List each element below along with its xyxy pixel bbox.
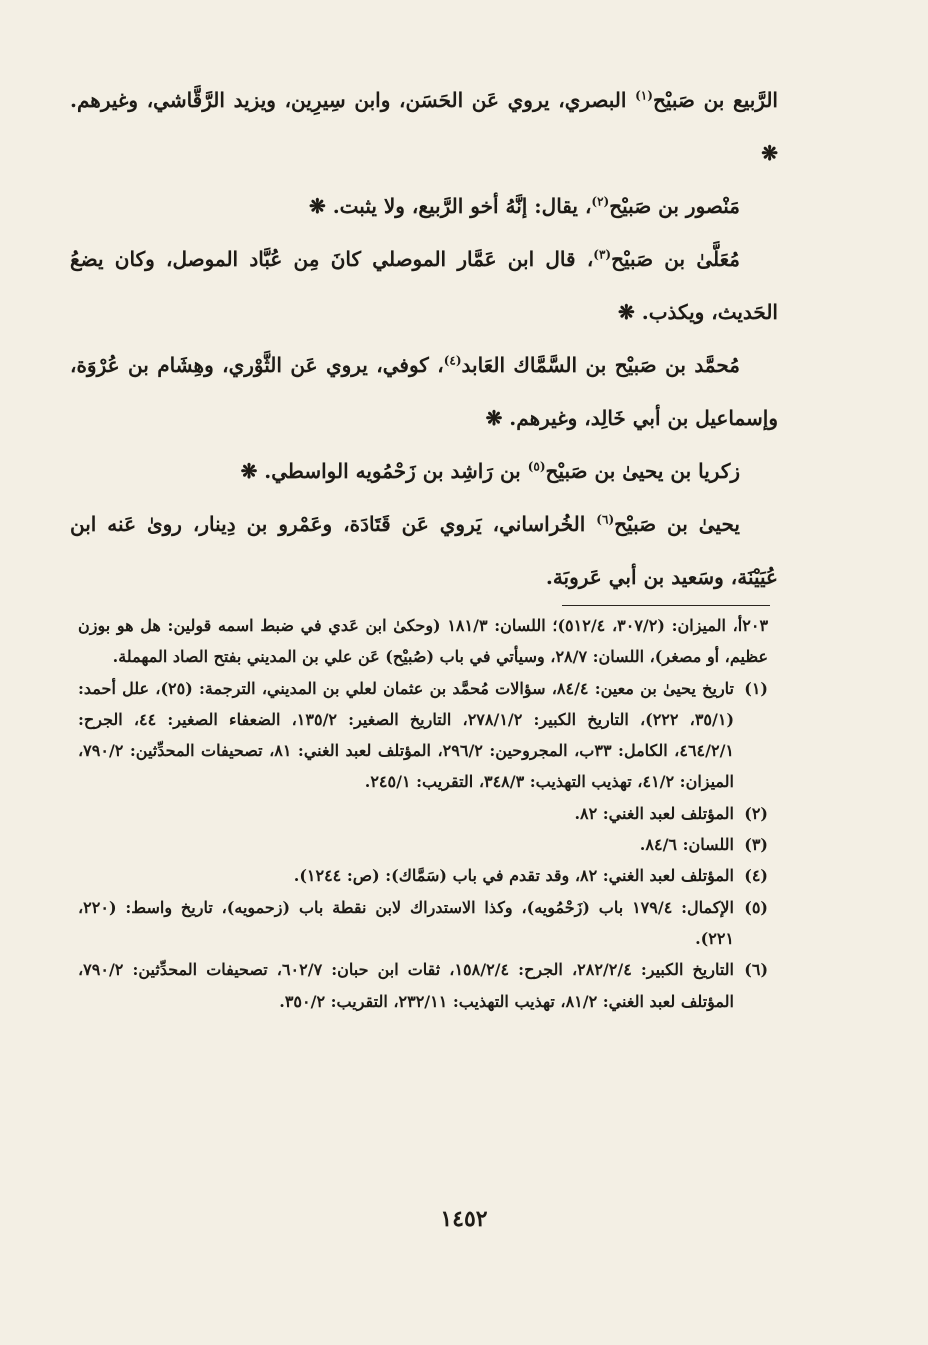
- footnote-number: (٥): [744, 897, 768, 917]
- footnote-text: المؤتلف لعبد الغني: ٨٢، وقد تقدم في باب (سَمَّاك): (ص: ١٢٤٤).: [293, 866, 734, 886]
- footnote-ref: (٦): [596, 512, 615, 527]
- entry-name: يحيىٰ بن صَبيْح: [614, 512, 740, 536]
- footnote-continuation: [78, 610, 768, 673]
- footnote-text: المؤتلف لعبد الغني: ٨٢.: [574, 803, 734, 823]
- footnote-ref: (١): [635, 88, 653, 103]
- footnote-number: (٤): [744, 866, 768, 886]
- footnote-number: (٣): [744, 835, 768, 855]
- footnote-text: التاريخ الكبير: ٢٨٢/٢/٤، الجرح: ١٥٨/٢/٤، ثقات ابن حبان: ٦٠٢/٧، تصحيفات المحدِّثين: ٧٩٠/٢، المؤتلف لعبد الغني: ٨١/٢، تهذيب التهذيب: ٢٣٢/١١، التقريب: ٣٥٠/٢.: [78, 960, 735, 1011]
- footnote-number: (١): [744, 678, 768, 698]
- entry-text: الخُراساني، يَروي عَن قَتَادَة، وعَمْرو بن دِينار، روىٰ عَنه ابن عُيَيْنَة، وسَعيد بن أبي عَروبَة.: [70, 512, 778, 589]
- entry-name: مُحمَّد بن صَبيْح بن السَّمَّاك العَابد: [461, 353, 740, 377]
- footnote-text: ٢٠٣أ، الميزان: (٣٠٧/٢، ٥١٢/٤)؛ اللسان: ١٨١/٣ (وحكىٰ ابن عَدي في ضبط اسمه قولين: هل هو بوزن عظيم، أو مصغر)، اللسان: ٢٨/٧، وسيأتي في باب (صُبيْح) عَن علي بن المديني بفتح الصاد المهملة.: [78, 616, 769, 667]
- entry-name: مَنْصور بن صَبيْح: [609, 194, 740, 218]
- footnote-4: [78, 860, 768, 891]
- entry-mualla: [70, 233, 778, 339]
- entry-text: ، كوفي، يروي عَن الثَّوْري، وهِشَام بن عُرْوَة، وإسماعيل بن أبي خَالِد، وغيرهم. ❋: [70, 353, 778, 430]
- entry-text: ، يقال: إنَّهُ أخو الرَّبيع، ولا يثبت. ❋: [308, 194, 592, 218]
- entry-name: مُعَلَّىٰ بن صَبيْح: [611, 247, 740, 271]
- footnote-ref: (٥): [527, 459, 546, 474]
- footnote-6: [78, 954, 768, 1017]
- footnotes: [78, 610, 768, 1017]
- page-number: ١٤٥٢: [440, 1206, 488, 1232]
- footnote-text: اللسان: ٨٤/٦.: [639, 835, 734, 855]
- entry-text: بن رَاشِد بن زَحْمُويه الواسطي. ❋: [240, 459, 528, 483]
- footnote-5: [78, 892, 768, 955]
- footnote-text: الإكمال: ١٧٩/٤ باب (زَحْمُويه)، وكذا الاستدراك لابن نقطة باب (زحمويه)، تاريخ واسط: (٢٢٠، ٢٢١).: [78, 897, 734, 948]
- entry-mansur: [70, 180, 778, 233]
- entry-zakariya: [70, 445, 778, 498]
- entry-rabi: [70, 74, 778, 180]
- footnote-ref: (٤): [443, 353, 462, 368]
- main-text: [70, 74, 778, 604]
- footnote-2: [78, 798, 768, 829]
- entry-text: البصري، يروي عَن الحَسَن، وابن سِيرِين، ويزيد الرَّقَّاشي، وغيرهم. ❋: [70, 88, 778, 165]
- footnote-text: تاريخ يحيىٰ بن معين: ٨٤/٤، سؤالات مُحمَّد بن عثمان لعلي بن المديني، الترجمة: (٢٥)، علل أحمد: (٣٥/١، ٢٢٢)، التاريخ الكبير: ٢٧٨/١/٢، التاريخ الصغير: ١٣٥/٢، الضعفاء الصغير: ٤٤، الجرح: ٤٦٤/٢/١، الكامل: ٣٣ب، المجروحين: ٢٩٦/٢، المؤتلف لعبد الغني: ٨١، تصحيفات المحدِّثين: ٧٩٠/٢، الميزان: ٤١/٢، تهذيب التهذيب: ٣٤٨/٣، التقريب: ٢٤٥/١.: [78, 678, 735, 792]
- footnote-separator: [562, 605, 770, 606]
- entry-name: الرَّبيع بن صَبيْح: [652, 88, 778, 112]
- entry-text: ، قال ابن عَمَّار الموصلي كانَ مِن عُبَّاد الموصل، وكان يضعُ الحَديث، ويكذب. ❋: [70, 247, 778, 324]
- entry-name: زكريا بن يحيىٰ بن صَبيْح: [545, 459, 740, 483]
- footnote-3: [78, 829, 768, 860]
- entry-yahya: [70, 498, 778, 604]
- footnote-number: (٢): [744, 803, 768, 823]
- entry-muhammad: [70, 339, 778, 445]
- footnote-1: [78, 673, 768, 798]
- footnote-ref: (٢): [591, 194, 610, 209]
- footnote-number: (٦): [744, 960, 769, 980]
- footnote-ref: (٣): [593, 247, 612, 262]
